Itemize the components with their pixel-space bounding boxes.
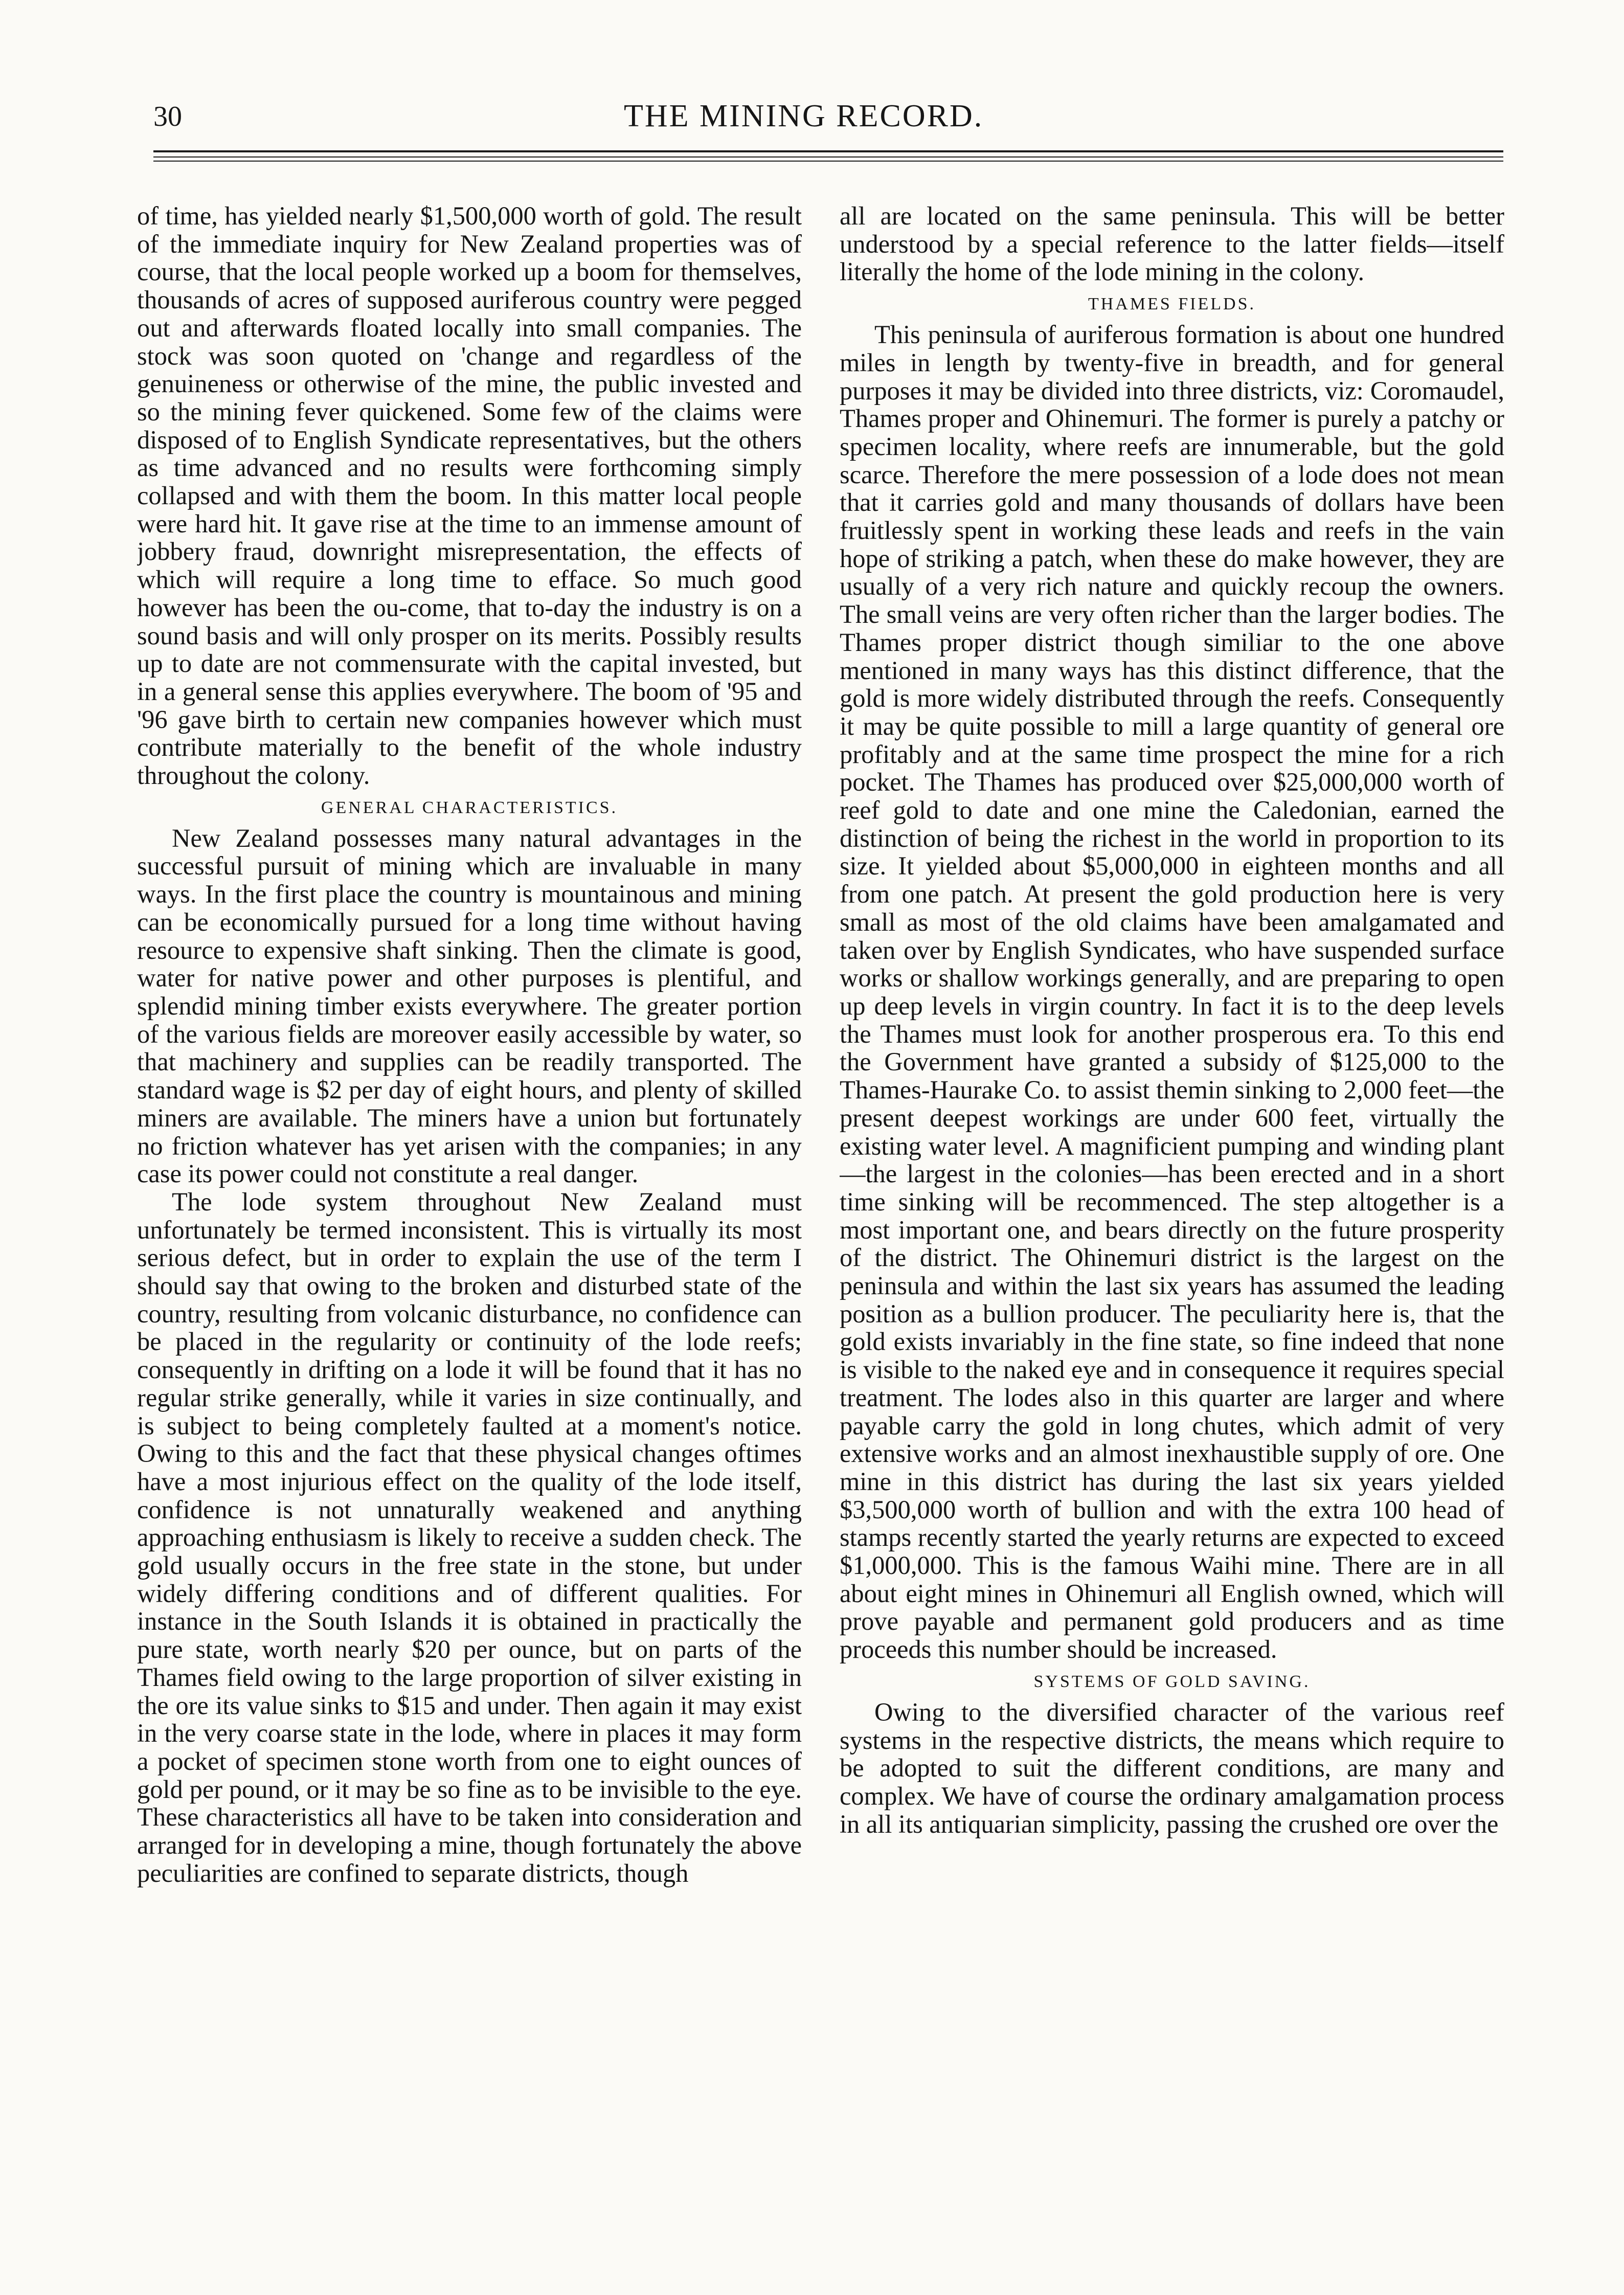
header-rule xyxy=(153,150,1503,152)
paragraph: The lode system throughout New Zealand must unfortunately be termed inconsistent. This is virtually its most serious defect, but in order to explain the use of the term I should say that owing to the broken and disturbed state of the country, resulting from volcanic disturbance, no confidence can be placed in the regularity or continuity of the lode reefs; consequently in drifting on a lode it will be found that it has no regular strike generally, while it varies in size continually, and is subject to being completely faulted at a moment's notice. Owing to this and the fact that these physical changes oftimes have a most injurious effect on the quality of the lode itself, confidence is not unnaturally weakened and anything approaching enthusiasm is likely to receive a sudden check. The gold usually occurs in the free state in the stone, but under widely differing conditions and of different qualities. For instance in the South Islands it is obtained in practically the pure state, worth nearly $20 per ounce, but on parts of the Thames field owing to the large proportion of silver existing in the ore its value sinks to $15 and under. Then again it may exist in the very coarse state in the lode, where in places it may form a pocket of specimen stone worth from one to eight ounces of gold per pound, or it may be so fine as to be invisible to the eye. These characteristics all have to be taken into consideration and arranged for in developing a mine, though fortunately the above peculiarities are confined to separate districts, though xyxy=(137,1187,802,1887)
header-rule xyxy=(153,161,1503,162)
section-heading: GENERAL CHARACTERISTICS. xyxy=(321,798,618,817)
paragraph: This peninsula of auriferous formation is about one hundred miles in length by twenty-five in breadth, and for general purposes it may be divided into three districts, viz: Coromaudel, Thames proper and Ohinemuri. The former is purely a patchy or specimen locality, where reefs are innumerable, but the gold scarce. Therefore the mere possession of a lode does not mean that it carries gold and many thousands of dollars have been fruitlessly spent in working these leads and reefs in the vain hope of striking a patch, when these do make however, they are usually of a very rich nature and quickly recoup the owners. The small veins are very often richer than the larger bodies. The Thames proper district though similiar to the one above mentioned in many ways has this distinct difference, that the gold is more widely distributed through the reefs. Consequently it may be quite possible to mill a large quantity of general ore profitably and at the same time prospect the mine for a rich pocket. The Thames has produced over $25,000,000 worth of reef gold to date and one mine the Caledonian, earned the distinction of being the richest in the world in proportion to its size. It yielded about $5,000,000 in eighteen months and all from one patch. At present the gold production here is very small as most of the old claims have been amalgamated and taken over by English Syndicates, who have suspended surface works or shallow workings generally, and are preparing to open up deep levels in virgin country. In fact it is to the deep levels the Thames must look for another prosperous era. To this end the Government have granted a subsidy of $125,000 to the Thames-Haurake Co. to assist themin sinking to 2,000 feet—the present deepest workings are under 600 feet, virtually the existing water level. A magnificient pumping and winding plant—the largest in the colonies—has been erected and in a short time sinking will be recommenced. The step altogether is a most important one, and bears directly on the future prosperity of the district. The Ohinemuri district is the largest on the peninsula and within the last six years has assumed the leading position as a bullion producer. The peculiarity here is, that the gold exists invariably in the fine state, so fine indeed that none is visible to the naked eye and in consequence it requires special treatment. The lodes also in this quarter are larger and where payable carry the gold in long chutes, which admit of very extensive works and an almost inexhaustible supply of ore. One mine in this district has during the last six years yielded $3,500,000 worth of bullion and with the extra 100 head of stamps recently started the yearly returns are expected to exceed $1,000,000. This is the famous Waihi mine. There are in all about eight mines in Ohinemuri all English owned, which will prove payable and permanent gold producers and as time proceeds this number should be increased. xyxy=(840,320,1504,1664)
left-column xyxy=(137,202,802,2227)
section-heading: THAMES FIELDS. xyxy=(1088,295,1256,314)
paragraph: Owing to the diversified character of the various reef systems in the respective districts, the means which require to be adopted to suit the different conditions, are many and complex. We have of course the ordinary amalgamation process in all its antiquarian simplicity, passing the crushed ore over the xyxy=(840,1697,1504,1838)
right-column xyxy=(840,202,1504,2227)
paragraph: of time, has yielded nearly $1,500,000 worth of gold. The result of the immediate inquiry for New Zealand properties was of course, that the local people worked up a boom for themselves, thousands of acres of supposed auriferous country were pegged out and afterwards floated locally into small companies. The stock was soon quoted on 'change and regardless of the genuineness or otherwise of the mine, the public invested and so the mining fever quickened. Some few of the claims were disposed of to English Syndicate representatives, but the others as time advanced and no results were forthcoming simply collapsed and with them the boom. In this matter local people were hard hit. It gave rise at the time to an immense amount of jobbery fraud, downright misrepresentation, the effects of which will require a long time to efface. So much good however has been the ou-come, that to-day the industry is on a sound basis and will only prosper on its merits. Possibly results up to date are not commensurate with the capital invested, but in a general sense this applies everywhere. The boom of '95 and '96 gave birth to certain new companies however which must contribute materially to the benefit of the whole industry throughout the colony. xyxy=(137,202,802,790)
page-number: 30 xyxy=(153,101,182,132)
paragraph: New Zealand possesses many natural advantages in the successful pursuit of mining which are invaluable in many ways. In the first place the country is mountainous and mining can be economically pursued for a long time without having resource to expensive shaft sinking. Then the climate is good, water for native power and other purposes is plentiful, and splendid mining timber exists everywhere. The greater portion of the various fields are moreover easily accessible by water, so that machinery and supplies can be readily transported. The standard wage is $2 per day of eight hours, and plenty of skilled miners are available. The miners have a union but fortunately no friction whatever has yet arisen with the companies; in any case its power could not constitute a real danger. xyxy=(137,823,802,1188)
page-header xyxy=(0,0,1624,164)
section-heading: SYSTEMS OF GOLD SAVING. xyxy=(1033,1672,1311,1691)
header-rule xyxy=(153,156,1503,158)
paragraph: all are located on the same peninsula. This will be better understood by a special reference to the latter fields—itself literally the home of the lode mining in the colony. xyxy=(840,202,1504,286)
journal-title: THE MINING RECORD. xyxy=(624,99,984,133)
